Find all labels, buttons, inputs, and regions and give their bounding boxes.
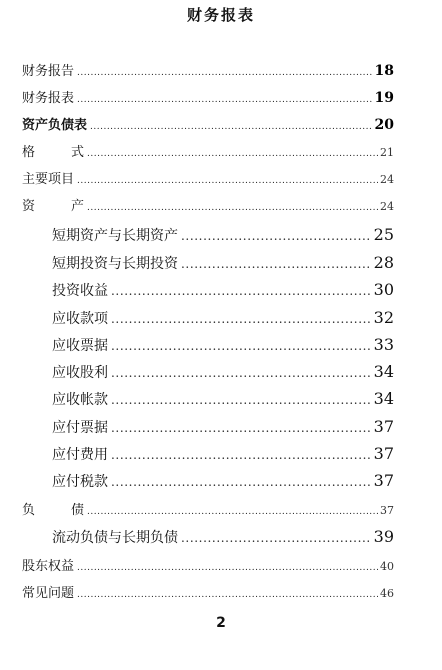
toc-entry[interactable] [22,141,394,160]
toc-entry-label: 主要项目 [22,172,75,187]
toc-entry-page: 34 [373,362,394,381]
toc-entry-page: 19 [374,90,394,106]
toc-entry-page: 18 [374,63,394,79]
toc-subentry[interactable] [52,280,394,300]
toc-subentry[interactable] [52,225,394,245]
dot-leader [181,229,372,243]
toc-entry-label: 短期资产与长期资产 [52,228,178,244]
toc-entry-label: 应收帐款 [52,392,108,408]
dot-leader [77,95,373,105]
page-number: 2 [216,615,226,631]
dot-leader [111,312,372,326]
toc-entry-page: 46 [380,587,394,600]
toc-entry-page: 25 [373,225,394,244]
toc-subentry[interactable] [52,308,394,328]
toc-entry-label: 应付费用 [52,447,108,463]
toc-entry[interactable] [22,582,394,601]
toc-entry-label [22,499,84,518]
toc-entry-page: 34 [373,389,394,408]
toc-entry-page: 20 [374,117,394,133]
toc-entry-page: 24 [380,200,394,213]
dot-leader [77,176,378,186]
dot-leader [111,339,372,353]
toc-entry-label-part: 式 [70,145,84,160]
dot-leader [77,563,378,573]
toc-entry-page: 39 [373,527,394,546]
dot-leader [111,284,372,298]
toc-entry-label: 应收款项 [52,311,108,327]
dot-leader [181,257,372,271]
toc-entry-page: 40 [380,560,394,573]
toc-entry-label [22,195,84,214]
toc-entry[interactable] [22,60,394,79]
dot-leader [90,122,373,132]
toc-entry-label: 资产负债表 [22,118,88,133]
toc-entry-page: 21 [380,146,394,159]
toc-entry-label-part: 资 [22,199,36,214]
toc-entry-label-part: 负 [22,503,36,518]
dot-leader [77,590,378,600]
toc-entry-page: 37 [380,504,394,517]
dot-leader [87,507,378,517]
toc-entry-label: 应收股利 [52,365,108,381]
toc-subentry[interactable] [52,444,394,464]
toc-entry[interactable] [22,195,394,214]
dot-leader [87,203,378,213]
toc-entry-page: 37 [373,471,394,490]
toc-entry[interactable] [22,87,394,106]
toc-subentry[interactable] [52,527,394,547]
toc-subentry[interactable] [52,253,394,273]
toc-subentry[interactable] [52,335,394,355]
dot-leader [77,68,373,78]
toc-entry-label: 财务报告 [22,64,75,79]
toc-entry-page: 37 [373,417,394,436]
toc-subentry[interactable] [52,362,394,382]
page-title: 财务报表 [186,6,255,24]
toc-subentry[interactable] [52,389,394,409]
toc-entry-page: 37 [373,444,394,463]
toc-entry[interactable] [22,114,394,133]
dot-leader [87,149,378,159]
toc-entry-label: 投资收益 [52,283,108,299]
toc-entry-page: 32 [373,308,394,327]
toc-entry[interactable] [22,168,394,187]
toc-entry-label: 股东权益 [22,559,75,574]
toc-entry-label-part: 债 [70,503,84,518]
toc-entry-label: 财务报表 [22,91,75,106]
toc-entry-page: 24 [380,173,394,186]
toc-entry-label [22,141,84,160]
toc-entry-label: 应收票据 [52,338,108,354]
toc-entry-page: 33 [373,335,394,354]
toc-entry-label-part: 产 [70,199,84,214]
dot-leader [111,475,372,489]
toc-entry-page: 30 [373,280,394,299]
toc-subentry[interactable] [52,471,394,491]
toc-entry-page: 28 [373,253,394,272]
dot-leader [111,393,372,407]
dot-leader [111,366,372,380]
toc-entry-label-part: 格 [22,145,36,160]
toc-entry-label: 应付票据 [52,420,108,436]
dot-leader [111,448,372,462]
toc-subentry[interactable] [52,417,394,437]
toc-entry[interactable] [22,499,394,518]
toc-entry-label: 短期投资与长期投资 [52,256,178,272]
toc-entry-label: 应付税款 [52,474,108,490]
dot-leader [111,421,372,435]
toc-entry-label: 常见问题 [22,586,75,601]
toc-entry[interactable] [22,555,394,574]
dot-leader [181,531,372,545]
toc-entry-label: 流动负债与长期负债 [52,530,178,546]
